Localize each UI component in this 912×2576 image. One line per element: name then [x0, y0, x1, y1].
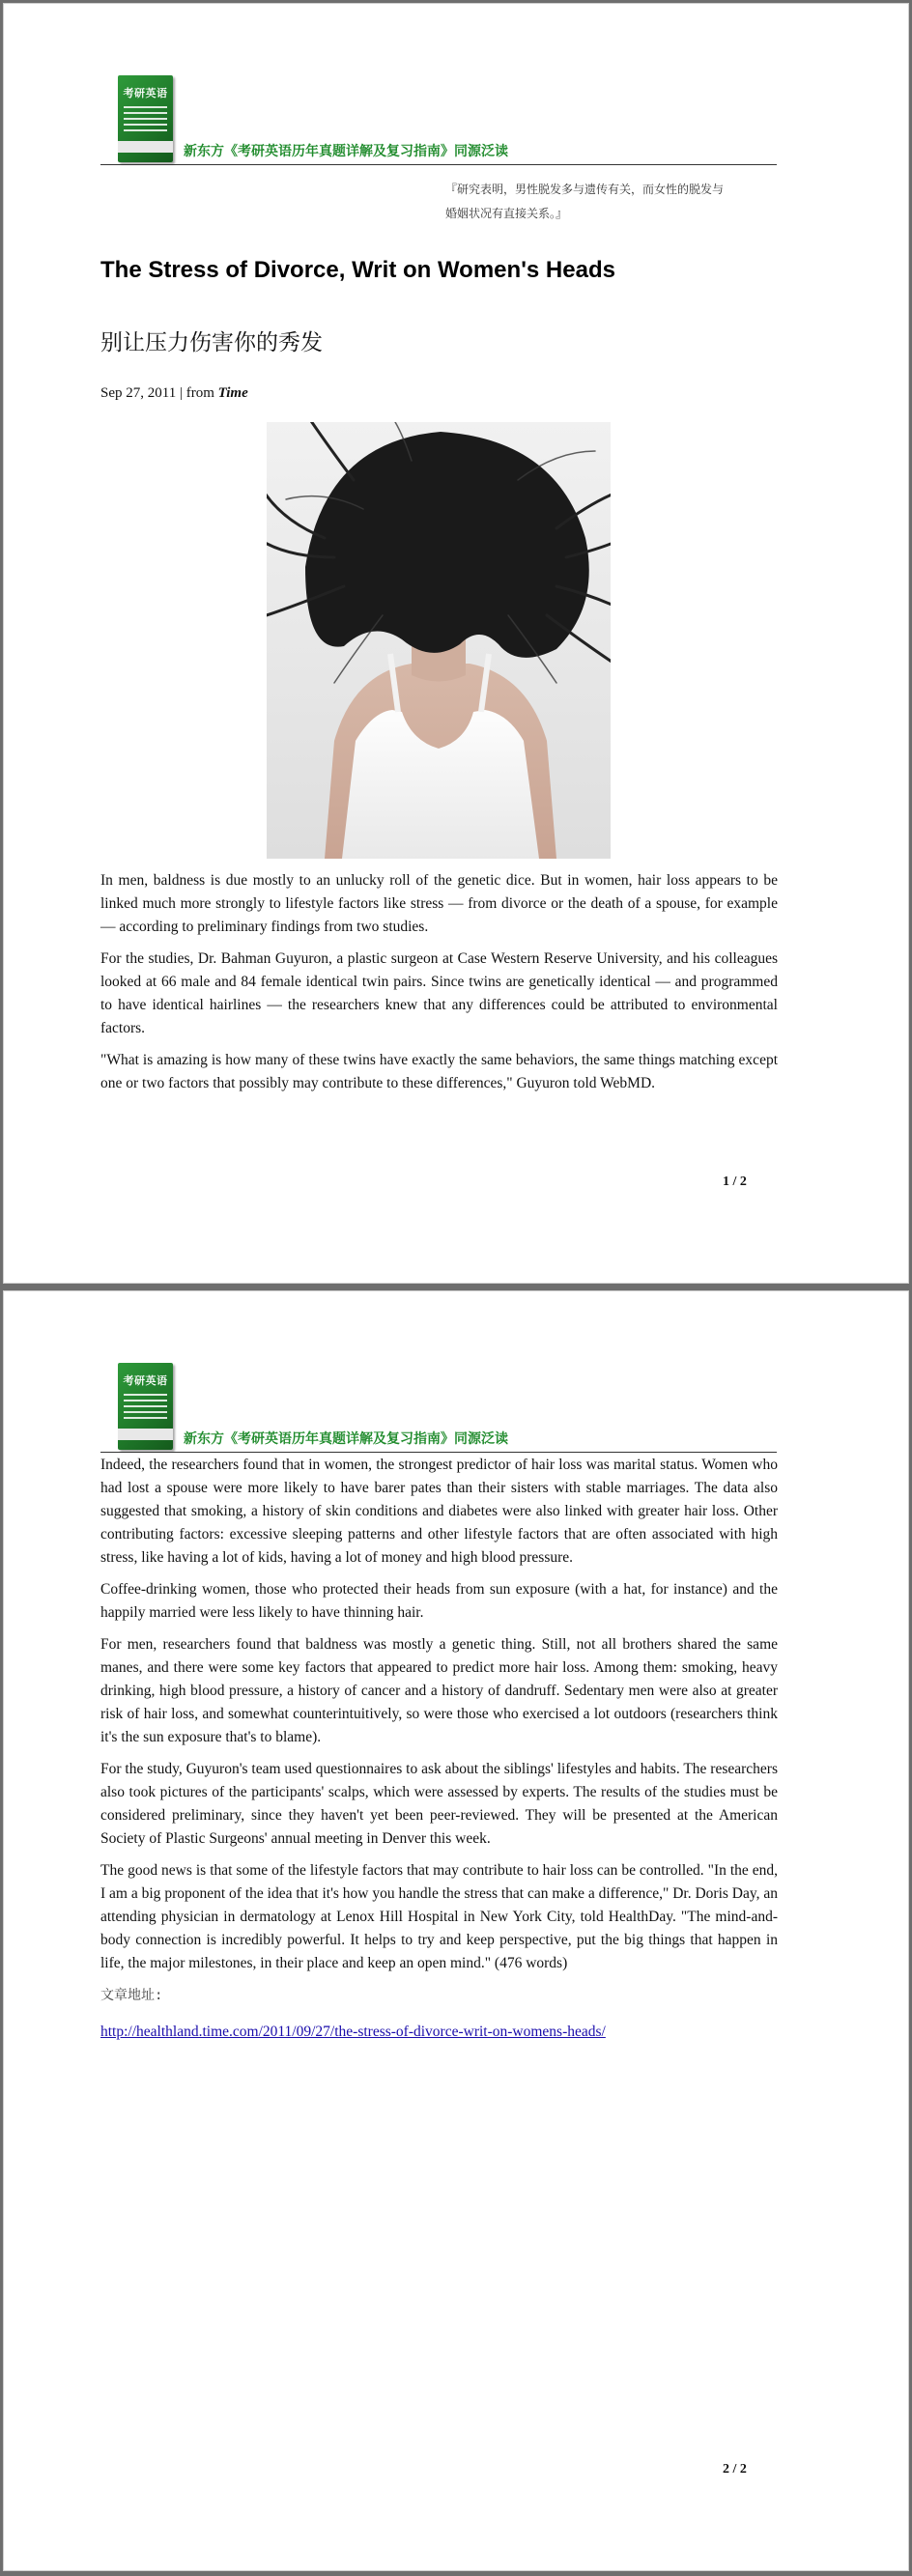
intro-quote-line: 婚姻状况有直接关系。』 — [445, 207, 568, 220]
paragraph: For the study, Guyuron's team used questionnaires to ask about the siblings' lifestyles and habits. The researchers also took pictures of the participants' scalps, which were assessed by experts. The results of the studies must be considered preliminary, since they haven't yet been peer-reviewed. They will be presented at the American Society of Plastic Surgeons' annual meeting in Denver this week. — [100, 1761, 778, 1847]
paragraph: In men, baldness is due mostly to an unlucky roll of the genetic dice. But in women, hair loss appears to be linked much more strongly to lifestyle factors like stress — from divorce or the death of a spouse, for example — according to preliminary findings from two studies. — [100, 872, 778, 935]
article-url-label: 文章地址: — [100, 1988, 163, 2003]
header-title: 新东方《考研英语历年真题详解及复习指南》同源泛读 — [184, 144, 508, 159]
article-photo-woman-hair — [267, 422, 611, 859]
book-cover-band — [118, 1429, 173, 1440]
book-cover-image — [118, 1363, 173, 1450]
intro-quote-line: 『研究表明，男性脱发多与遗传有关，而女性的脱发与 — [445, 183, 725, 196]
book-cover-decoration — [124, 106, 167, 131]
article-title-chinese: 别让压力伤害你的秀发 — [100, 330, 323, 355]
document-page-2 — [3, 1290, 909, 2571]
book-cover-title: 考研英语 — [123, 87, 168, 99]
article-body-page-2 — [100, 1454, 778, 2044]
paragraph: The good news is that some of the lifestyle factors that may contribute to hair loss can be controlled. "In the end, I am a big proponent of the idea that it's how you handle the stress that can make a difference," Dr. Doris Day, an attending physician in dermatology at Lenox Hill Hospital in New York City, told HealthDay. "The mind-and-body connection is incredibly powerful. It helps to try and keep perspective, put the big things that happen in life, the major milestones, in their place and keep an open mind." (476 words) — [100, 1862, 778, 1971]
book-cover-band — [118, 141, 173, 153]
page-header — [100, 1359, 777, 1456]
paragraph: Coffee-drinking women, those who protected their heads from sun exposure (with a hat, for instance) and the happily married were less likely to have thinning hair. — [100, 1581, 778, 1621]
page-header — [100, 71, 777, 168]
article-body-page-1 — [100, 869, 778, 1104]
page-number: 1 / 2 — [723, 1175, 747, 1189]
article-title-english: The Stress of Divorce, Writ on Women's Heads — [100, 257, 615, 283]
paragraph: Indeed, the researchers found that in women, the strongest predictor of hair loss was marital status. Women who had lost a spouse were more likely to have barer pates than their sisters with stable marriages. The data also suggested that smoking, a history of skin conditions and diabetes were also linked with greater hair loss. Other contributing factors: excessive sleeping patterns and other lifestyle factors that are often associated with high stress, like having a lot of kids, having a lot of money and high blood pressure. — [100, 1457, 778, 1566]
book-cover-title: 考研英语 — [123, 1374, 168, 1387]
article-source: Time — [217, 385, 248, 401]
page-number: 2 / 2 — [723, 2462, 747, 2477]
book-cover-decoration — [124, 1394, 167, 1419]
paragraph: "What is amazing is how many of these twins have exactly the same behaviors, the same things matching except one or two factors that possibly may contribute to these differences," Guyuron told WebMD. — [100, 1052, 778, 1091]
intro-quote — [445, 178, 793, 226]
document-page-1 — [3, 3, 909, 1284]
header-title: 新东方《考研英语历年真题详解及复习指南》同源泛读 — [184, 1431, 508, 1447]
article-url-link[interactable]: http://healthland.time.com/2011/09/27/the-stress-of-divorce-writ-on-womens-heads/ — [100, 2024, 606, 2040]
book-cover-image — [118, 75, 173, 162]
header-divider — [100, 164, 777, 165]
dateline — [100, 385, 248, 402]
woman-hair-illustration — [267, 422, 611, 859]
paragraph: For men, researchers found that baldness was mostly a genetic thing. Still, not all brothers shared the same manes, and there were some key factors that appeared to predict more hair loss. Among them: smoking, heavy drinking, high blood pressure, a history of cancer and a history of dandruff. Sedentary men were also at greater risk of hair loss, and somewhat counterintuitively, so were those who exercised a lot outdoors (researchers think it's the sun exposure that's to blame). — [100, 1636, 778, 1745]
paragraph: For the studies, Dr. Bahman Guyuron, a plastic surgeon at Case Western Reserve University, and his colleagues looked at 66 male and 84 female identical twin pairs. Since twins are genetically identical — and programmed to have identical hairlines — the researchers knew that any differences could be attributed to environmental factors. — [100, 950, 778, 1036]
header-divider — [100, 1452, 777, 1453]
article-date: Sep 27, 2011 — [100, 385, 177, 401]
dateline-separator: | from — [176, 385, 218, 401]
